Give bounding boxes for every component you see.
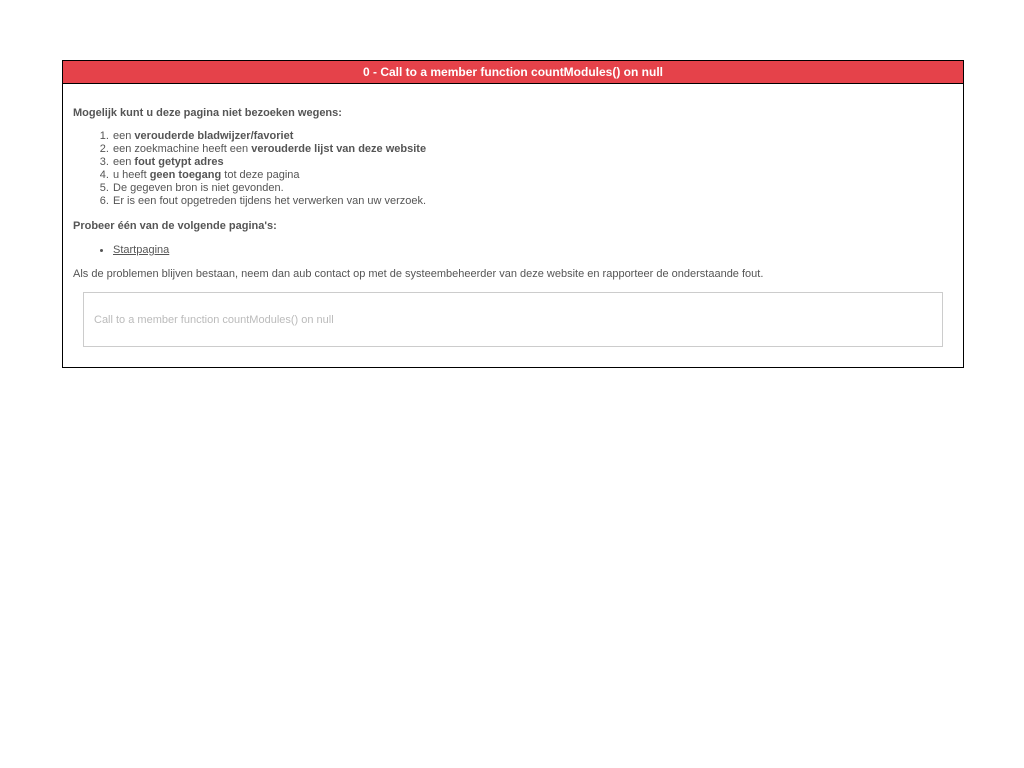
try-heading: Probeer één van de volgende pagina's: [73, 220, 277, 232]
intro-heading: Mogelijk kunt u deze pagina niet bezoeken wegens: [73, 107, 342, 119]
error-box [62, 60, 964, 368]
reason-item: 4. u heeft geen toegang tot deze pagina [112, 169, 953, 182]
reason-item: 5. De gegeven bron is niet gevonden. [112, 182, 953, 195]
startpagina-link[interactable]: Startpagina [113, 244, 170, 256]
reason-item: 6. Er is een fout opgetreden tijdens het verwerken van uw verzoek. [112, 195, 953, 208]
error-title: 0 - Call to a member function countModules() on null [63, 61, 963, 84]
reason-item: 2. een zoekmachine heeft een verouderde lijst van deze website [112, 143, 953, 156]
bullet-icon [100, 249, 103, 252]
error-content [63, 84, 963, 367]
list-item [113, 243, 953, 257]
pages-list [73, 243, 953, 257]
reason-item: 3. een fout getypt adres [112, 156, 953, 169]
reasons-list [73, 130, 953, 208]
reason-item: 1. een verouderde bladwijzer/favoriet [112, 130, 953, 143]
contact-text: Als de problemen blijven bestaan, neem dan aub contact op met de systeembeheerder van deze website en rapporteer de onderstaande fout. [73, 268, 764, 280]
error-detail: Call to a member function countModules() on null [83, 292, 943, 347]
